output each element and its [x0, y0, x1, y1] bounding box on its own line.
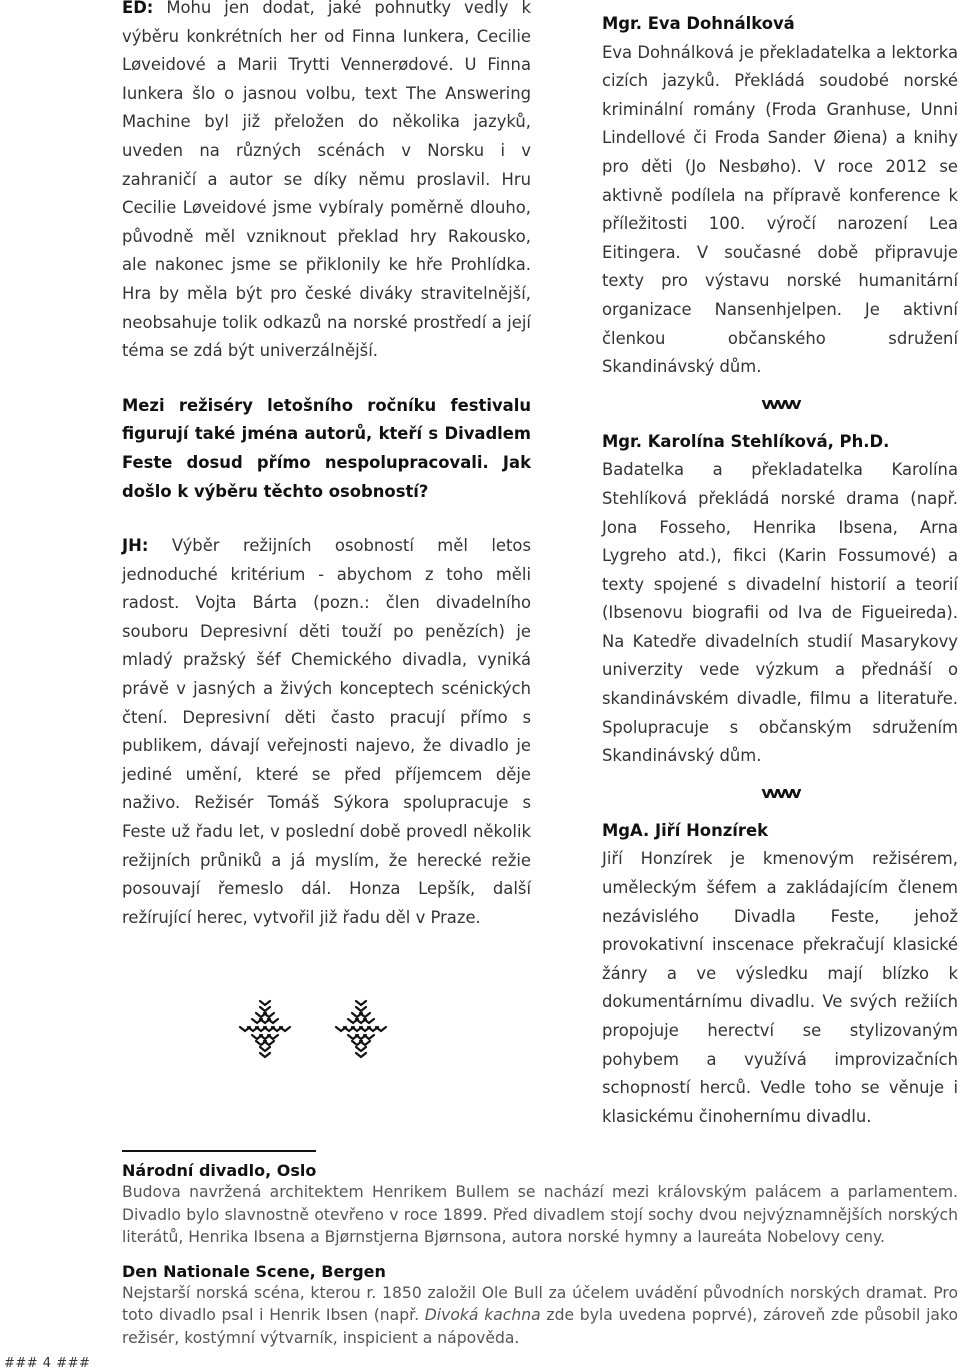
page-number: ### 4 ###	[4, 1356, 91, 1371]
person-name-stehlikova: Mgr. Karolína Stehlíková, Ph.D.	[602, 431, 890, 451]
person-bio-honzirek: Jiří Honzírek je kmenovým režisérem, uměleckým šéfem a zakládajícím členem nezávislého Divadla Feste, jehož provokativní inscenace překračují klasické žánry a ve výsledku mají blízko k dokumentárnímu divadlu. Ve svých režiích propojuje herectví se stylizovaným pohybem a využívá improvizačních schopností herců. Vedle toho se věnuje i klasickému činohernímu divadlu.	[602, 849, 958, 1126]
footnote-rule	[122, 1150, 316, 1152]
footnotes	[122, 1150, 958, 1349]
footnote-text-bergen	[122, 1282, 958, 1350]
footnote-text-bergen-b: zde byla uvedena poprvé), zároveň zde působil jako režisér, kostýmní výtvarník, inspicient a nápověda.	[122, 1306, 958, 1347]
person-bio-stehlikova: Badatelka a překladatelka Karolína Stehlíková překládá norské drama (např. Jona Fosseho, Henrika Ibsena, Arna Lygreho atd.), fikci (Karin Fossumové) a texty spojené s divadelní historií a teorií (Ibsenovu biografii od Iva de Figueireda). Na Katedře divadelních studií Masarykovy univerzity vede výzkum a přednáší o skandinávském divadle, filmu a literatuře. Spolupracuje s občanským sdružením Skandinávský dům.	[602, 460, 958, 766]
speaker-jh: JH:	[122, 536, 149, 556]
person-name-honzirek: MgA. Jiří Honzírek	[602, 820, 768, 840]
person-bio-dohnalkova: Eva Dohnálková je překladatelka a lektorka cizích jazyků. Překládá soudobé norské kriminální romány (Froda Granhuse, Unni Lindellové či Froda Sander Øiena) a knihy pro děti (Jo Nesbøho). V roce 2012 se aktivně podílela na přípravě konference k příležitosti 100. výročí narození Lea Eitingera. V současné době připravuje texty pro výstavu norské humanitární organizace Nansenhjelpen. Je aktivní členkou občanského sdružení Skandinávský dům.	[602, 42, 958, 377]
jh-paragraph	[122, 532, 531, 932]
footnote-title-bergen: Den Nationale Scene, Bergen	[122, 1261, 386, 1281]
decorative-ornament	[236, 997, 436, 1059]
ornament-right-figure	[336, 1001, 386, 1057]
footnote-play-title: Divoká kachna	[424, 1306, 541, 1324]
footnote-text-oslo: Budova navržená architektem Henrikem Bullem se nachází mezi královským palácem a parlamentem. Divadlo bylo slavnostně otevřeno v roce 1899. Před divadlem stojí sochy dvou nejvýznamnějších norských literátů, Henrika Ibsena a Bjørnstjerna Bjørnsona, autora norské hymny a laureáta Nobelovy ceny.	[122, 1183, 958, 1246]
left-column	[122, 0, 531, 932]
jh-text: Výběr režijních osobností měl letos jednoduché kritérium - abychom z toho měli radost. Vojta Bárta (pozn.: člen divadelního souboru Depresivní děti touží po penězích) je mladý pražský šéf Chemického divadla, vyniká právě v jasných a živých konceptech scénických čtení. Depresivní děti často pracují přímo s publikem, dávají veřejnosti najevo, že divadlo je jediné umění, které se před příjemcem děje naživo. Režisér Tomáš Sýkora spolupracuje s Feste už řadu let, v poslední době provedl několik režijních průniků a já myslím, že herecké režie posouvají řemeslo dál. Honza Lepšík, další režírující herec, vytvořil již řadu děl v Praze.	[122, 536, 531, 927]
right-column	[602, 10, 958, 1131]
person-name-dohnalkova: Mgr. Eva Dohnálková	[602, 14, 795, 33]
small-ornament: vvvvv	[761, 393, 799, 413]
interview-question: Mezi režiséry letošního ročníku festivalu figurují také jména autorů, kteří s Divadlem Feste dosud přímo nespolupracovali. Jak došlo k výběru těchto osobností?	[122, 395, 531, 501]
small-ornament: vvvvv	[761, 782, 799, 802]
ornament-left-figure	[240, 1001, 290, 1057]
ed-text: Mohu jen dodat, jaké pohnutky vedly k výběru konkrétních her od Finna Iunkera, Cecilie Løveidové a Marii Trytti Vennerødové. U Finna Iunkera šlo o jasnou volbu, text The Answering Machine byl již přeložen do několika jazyků, uveden na různých scénách v Norsku i v zahraničí a autor se díky němu proslavil. Hru Cecilie Løveidové jsme vybíraly poměrně dlouho, původně měl vzniknout překlad hry Rakousko, ale nakonec jsme se přiklonily ke hře Prohlídka. Hra by měla být pro české diváky stravitelnější, neobsahuje tolik odkazů na norské prostředí a její téma se zdá být univerzálnější.	[122, 0, 531, 361]
footnote-title-oslo: Národní divadlo, Oslo	[122, 1161, 317, 1180]
speaker-ed: ED:	[122, 0, 154, 17]
footnote-text-bergen-a: Nejstarší norská scéna, kterou r. 1850 založil Ole Bull za účelem uvádění původních norských dramat. Pro toto divadlo psal i Henrik Ibsen (např.	[122, 1283, 958, 1324]
ed-paragraph	[122, 0, 531, 366]
